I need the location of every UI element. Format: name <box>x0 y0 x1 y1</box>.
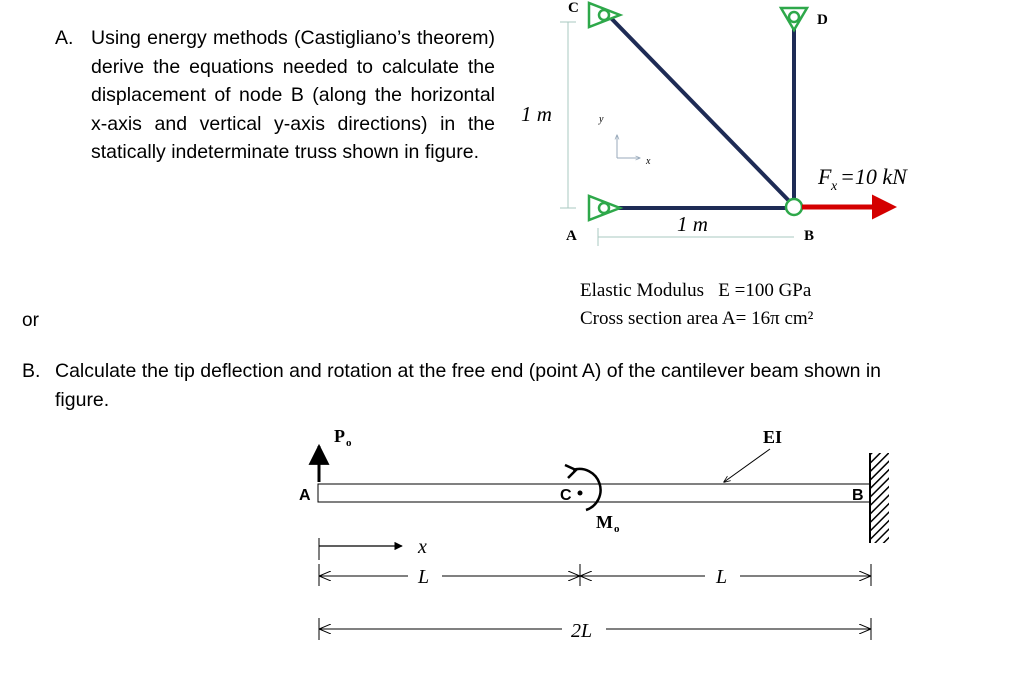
vertical-dimension-label: 1 m <box>521 102 552 126</box>
horizontal-dimension-label: 1 m <box>677 212 708 236</box>
force-value: =10 kN <box>840 164 907 189</box>
force-subscript: x <box>831 179 838 194</box>
node-d-label: D <box>817 12 828 28</box>
fixed-support-wall <box>870 453 889 543</box>
node-c-label: C <box>568 0 579 16</box>
part-a-label: A. <box>55 27 74 49</box>
l-dimensions <box>319 564 871 640</box>
ei-label: EI <box>763 427 783 447</box>
part-b-label: B. <box>22 360 41 382</box>
node-a-label: A <box>566 228 577 244</box>
point-c-label: C <box>560 487 572 504</box>
load-label: P <box>334 426 345 446</box>
end-a-label: A <box>299 487 311 504</box>
part-a-text: Using energy methods (Castigliano’s theorem) derive the equations needed to calculate the displacement of node B (along the horizontal x-axis and vertical y-axis directions) in the statically indeterminate truss shown in figure. <box>91 27 495 163</box>
point-c-dot <box>578 491 583 496</box>
part-b-text: Calculate the tip deflection and rotation at the free end (point A) of the cantilever beam shown in figure. <box>55 360 882 411</box>
force-symbol: F <box>818 164 832 189</box>
cross-section-area: Cross section area A= 16π cm² <box>580 308 814 329</box>
moment-arrowhead <box>565 465 576 478</box>
dim-total-label: 2L <box>571 620 593 642</box>
end-b-label: B <box>852 487 864 504</box>
x-coordinate-label: x <box>418 536 427 558</box>
ei-pointer-arrow <box>724 449 770 482</box>
x-axis-label: x <box>646 156 651 167</box>
load-subscript: o <box>346 437 352 449</box>
moment-subscript: o <box>614 523 620 535</box>
cantilever-beam <box>318 484 870 502</box>
elastic-modulus: Elastic Modulus E =100 GPa <box>580 280 812 301</box>
or-separator: or <box>22 310 39 331</box>
dim-left-label: L <box>418 566 430 588</box>
y-axis-label: y <box>599 114 604 125</box>
node-b-label: B <box>804 228 815 244</box>
dim-right-label: L <box>716 566 728 588</box>
moment-label: M <box>596 512 613 532</box>
